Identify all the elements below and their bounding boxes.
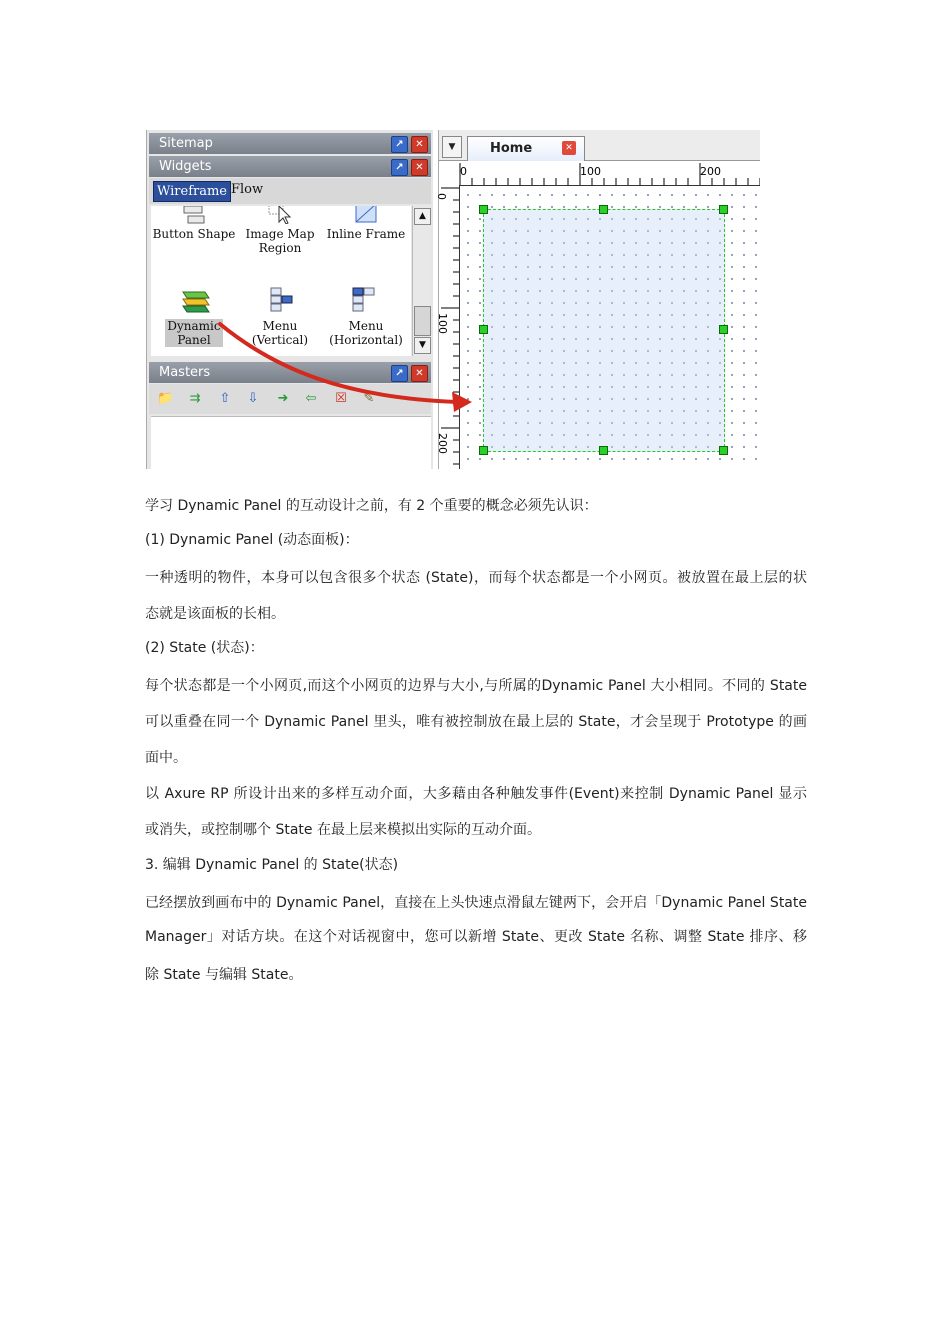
left-pane bbox=[146, 130, 433, 469]
vruler-label-200: 200 bbox=[436, 433, 449, 454]
dynamic-panel-icon bbox=[177, 286, 211, 316]
add-folder-icon[interactable]: 📁 bbox=[157, 391, 174, 406]
paragraph-intro: 学习 Dynamic Panel 的互动设计之前，有 2 个重要的概念必须先认识： bbox=[145, 498, 598, 514]
widget-label-line2: (Vertical) bbox=[251, 333, 309, 347]
paragraph-state-line1: 每个状态都是一个小网页,而这个小网页的边界与大小,与所属的Dynamic Panel 大小相同。不同的 State bbox=[145, 678, 807, 694]
widget-button-shape[interactable] bbox=[151, 206, 237, 241]
design-area bbox=[435, 130, 760, 469]
tab-wireframe[interactable]: Wireframe bbox=[153, 181, 231, 202]
delete-master-icon[interactable]: ☒ bbox=[335, 391, 347, 406]
paragraph-dp-line2: 态就是该面板的长相。 bbox=[145, 606, 285, 622]
widget-label: Button Shape bbox=[152, 227, 236, 241]
widgets-list bbox=[151, 206, 411, 356]
design-canvas[interactable] bbox=[460, 186, 760, 469]
heading-dynamic-panel: (1) Dynamic Panel (动态面板)： bbox=[145, 532, 359, 548]
paragraph-axure-line1: 以 Axure RP 所设计出来的多样互动介面，大多藉由各种触发事件(Event)来控制 Dynamic Panel 显示 bbox=[145, 786, 807, 802]
vruler-label-0: 0 bbox=[435, 193, 448, 200]
widget-inline-frame[interactable] bbox=[323, 206, 409, 241]
widget-label: Menu bbox=[262, 319, 298, 333]
widget-label: Image Map bbox=[245, 227, 315, 241]
scroll-up-icon[interactable]: ▲ bbox=[414, 208, 431, 225]
resize-handle-top[interactable] bbox=[599, 205, 608, 214]
button-shape-icon bbox=[181, 206, 207, 224]
widgets-close-icon[interactable]: ✕ bbox=[411, 159, 428, 176]
image-map-cursor-icon bbox=[267, 206, 293, 224]
resize-handle-bottom-left[interactable] bbox=[479, 446, 488, 455]
paragraph-state-line2: 可以重叠在同一个 Dynamic Panel 里头，唯有被控制放在最上层的 State，才会呈现于 Prototype 的画 bbox=[145, 714, 807, 730]
resize-handle-top-left[interactable] bbox=[479, 205, 488, 214]
hruler-label-200: 200 bbox=[700, 165, 721, 178]
vruler-label-100: 100 bbox=[436, 313, 449, 334]
widgets-title: Widgets bbox=[159, 159, 212, 174]
widgets-header[interactable] bbox=[149, 156, 431, 177]
resize-handle-left[interactable] bbox=[479, 325, 488, 334]
resize-handle-top-right[interactable] bbox=[719, 205, 728, 214]
tab-flow[interactable]: Flow bbox=[231, 182, 264, 197]
indent-icon[interactable]: ➜ bbox=[277, 391, 289, 406]
vertical-ruler bbox=[435, 185, 460, 469]
screenshot-figure bbox=[146, 130, 760, 469]
paragraph-editor-line3: 除 State 与编辑 State。 bbox=[145, 967, 303, 983]
resize-handle-right[interactable] bbox=[719, 325, 728, 334]
paragraph-dp-line1: 一种透明的物件，本身可以包含很多个状态 (State)，而每个状态都是一个小网页。被放置在最上层的状 bbox=[145, 570, 807, 586]
scroll-thumb[interactable] bbox=[414, 306, 431, 336]
masters-toolbar bbox=[149, 384, 431, 414]
move-down-icon[interactable]: ⇩ bbox=[247, 391, 259, 406]
resize-handle-bottom[interactable] bbox=[599, 446, 608, 455]
paragraph-editor-line2: Manager」对话方块。在这个对话视窗中，您可以新增 State、更改 State 名称、调整 State 排序、移 bbox=[145, 929, 807, 945]
paragraph-axure-line2: 或消失，或控制哪个 State 在最上层来模拟出实际的互动介面。 bbox=[145, 822, 541, 838]
masters-list bbox=[151, 416, 431, 469]
widget-menu-horizontal[interactable] bbox=[323, 286, 409, 347]
sitemap-header[interactable] bbox=[149, 133, 431, 154]
widget-label-line2: (Horizontal) bbox=[329, 333, 403, 347]
widget-library-tabs bbox=[149, 178, 431, 204]
widget-label-selected: Dynamic Panel bbox=[167, 319, 221, 347]
edit-master-icon[interactable]: ✎ bbox=[363, 391, 375, 406]
widget-label-line2: Region bbox=[258, 241, 302, 255]
heading-state: (2) State (状态)： bbox=[145, 640, 264, 656]
paragraph-state-line3: 面中。 bbox=[145, 750, 187, 766]
widget-menu-vertical[interactable] bbox=[237, 286, 323, 347]
horizontal-ruler bbox=[459, 161, 760, 186]
hruler-label-100: 100 bbox=[580, 165, 601, 178]
masters-title: Masters bbox=[159, 365, 211, 380]
scroll-down-icon[interactable]: ▼ bbox=[414, 337, 431, 354]
tab-home-label: Home bbox=[490, 141, 533, 156]
outdent-icon[interactable]: ⇦ bbox=[305, 391, 317, 406]
widget-label: Menu bbox=[348, 319, 384, 333]
sitemap-close-icon[interactable]: ✕ bbox=[411, 136, 428, 153]
page-tab-bar bbox=[439, 130, 760, 161]
masters-header[interactable] bbox=[149, 362, 431, 383]
widget-label: Inline Frame bbox=[326, 227, 406, 241]
menu-horizontal-icon bbox=[349, 286, 383, 316]
widgets-scrollbar[interactable] bbox=[412, 206, 431, 356]
dynamic-panel-widget[interactable] bbox=[483, 209, 725, 452]
menu-vertical-icon bbox=[263, 286, 297, 316]
move-up-icon[interactable]: ⇧ bbox=[219, 391, 231, 406]
masters-close-icon[interactable]: ✕ bbox=[411, 365, 428, 382]
resize-handle-bottom-right[interactable] bbox=[719, 446, 728, 455]
widget-dynamic-panel[interactable] bbox=[151, 286, 237, 347]
tab-home[interactable] bbox=[467, 136, 585, 161]
add-master-icon[interactable]: ⇉ bbox=[189, 391, 201, 406]
sitemap-title: Sitemap bbox=[159, 136, 213, 151]
tab-dropdown-icon[interactable]: ▼ bbox=[442, 136, 462, 158]
tab-close-icon[interactable]: ✕ bbox=[562, 141, 576, 155]
inline-frame-icon bbox=[353, 206, 379, 224]
paragraph-editor-line1: 已经摆放到画布中的 Dynamic Panel，直接在上头快速点滑鼠左键两下，会开启「Dynamic Panel State bbox=[145, 895, 807, 911]
section-heading-3: 3. 编辑 Dynamic Panel 的 State(状态) bbox=[145, 857, 399, 873]
widget-image-map-region[interactable] bbox=[237, 206, 323, 255]
sitemap-popout-icon[interactable]: ↗ bbox=[391, 136, 408, 153]
masters-popout-icon[interactable]: ↗ bbox=[391, 365, 408, 382]
hruler-label-0: 0 bbox=[460, 165, 467, 178]
widgets-popout-icon[interactable]: ↗ bbox=[391, 159, 408, 176]
